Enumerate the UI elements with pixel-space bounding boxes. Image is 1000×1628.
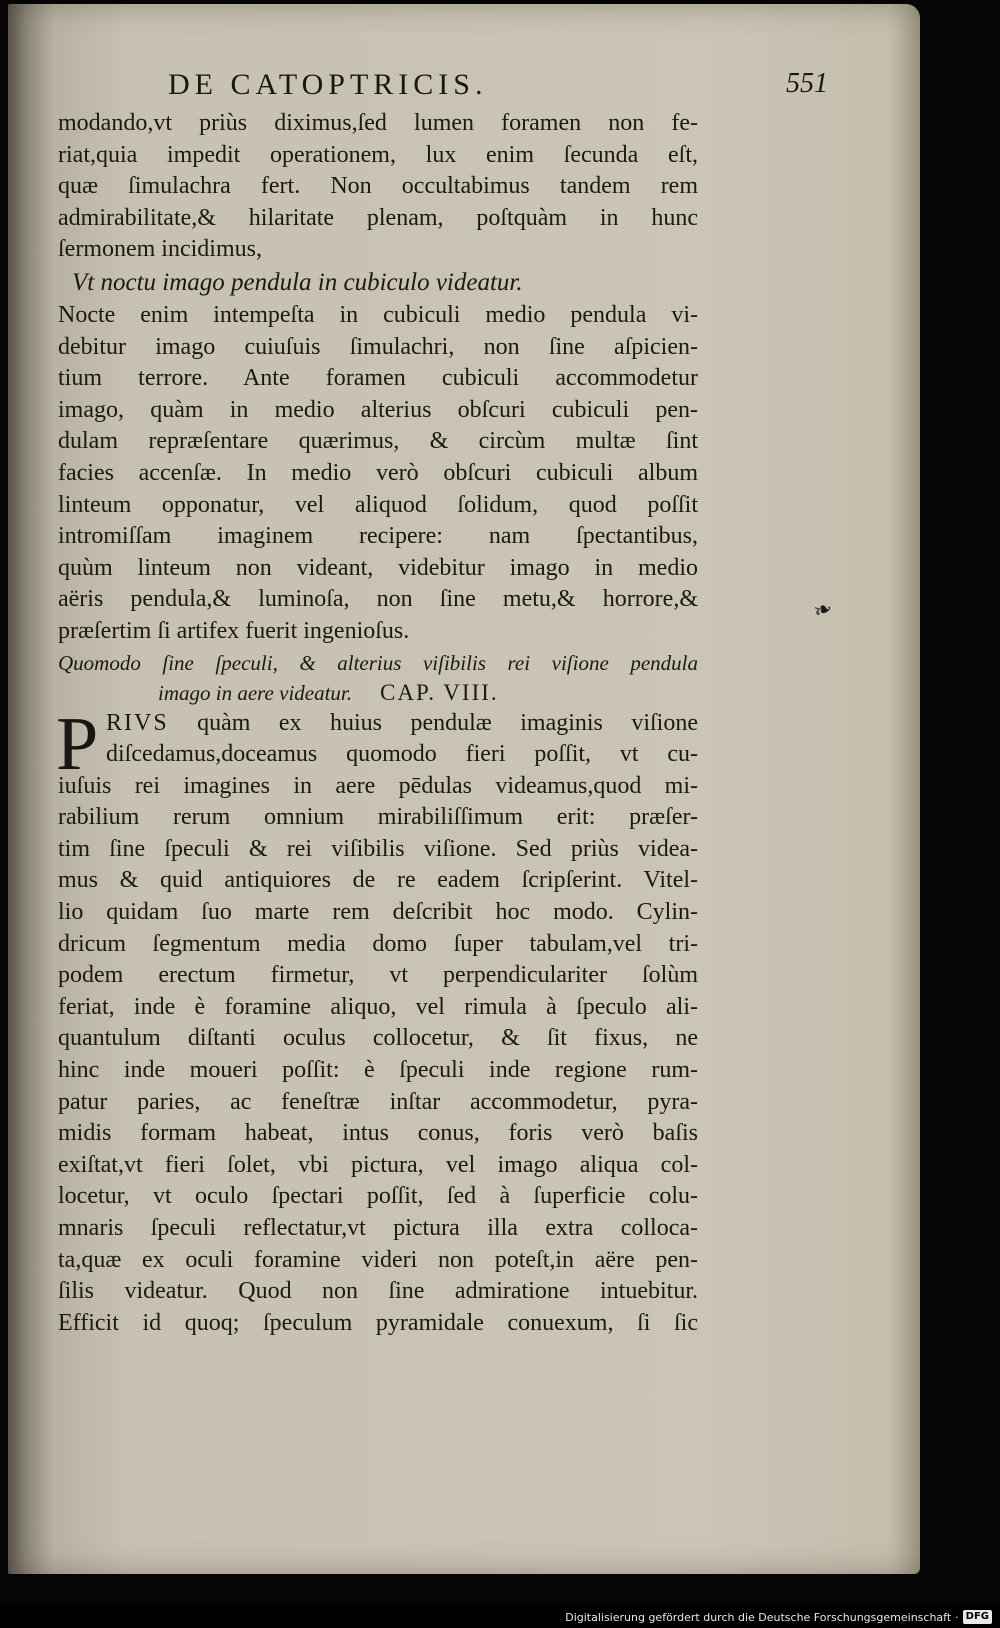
page-number: 551 xyxy=(786,68,828,99)
chapter-heading xyxy=(58,648,698,708)
digitization-footer xyxy=(565,1608,992,1626)
text-line: iuſuis rei imagines in aere pēdulas videamus,quod mi- xyxy=(58,772,698,799)
paragraph-2 xyxy=(58,300,698,648)
text-line: debitur imago cuiuſuis ſimulachri, non ſine aſpicien- xyxy=(58,333,698,360)
paragraph-1 xyxy=(58,108,698,266)
chapter-heading-text: imago in aere videatur. xyxy=(158,680,353,705)
text-line: riat,quia impedit operationem, lux enim ſecunda eſt, xyxy=(58,141,698,168)
text-line: ta,quæ ex oculi foramine videri non poteſt,in aëre pen- xyxy=(58,1246,698,1273)
first-word: RIVS xyxy=(106,709,169,736)
dfg-logo-icon: DFG xyxy=(963,1610,992,1624)
footer-separator: · xyxy=(955,1610,959,1624)
page-body xyxy=(58,108,698,1339)
drop-capital: P xyxy=(56,701,99,786)
text-line: admirabilitate,& hilaritate plenam, poſtquàm in hunc xyxy=(58,204,698,231)
text-line: dricum ſegmentum media domo ſuper tabulam,vel tri- xyxy=(58,930,698,957)
text-line: tim ſine ſpeculi & rei viſibilis viſione. Sed priùs videa- xyxy=(58,835,698,862)
text-line: lio quidam ſuo marte rem deſcribit hoc modo. Cylin- xyxy=(58,899,698,926)
text-line: midis formam habeat, intus conus, foris verò baſis xyxy=(58,1120,698,1147)
text-line: exiſtat,vt fieri ſolet, vbi pictura, vel imago aliqua col- xyxy=(58,1151,698,1178)
text-line: quæ ſimulachra fert. Non occultabimus tandem rem xyxy=(58,173,698,200)
text-line: linteum opponatur, vel aliquod ſolidum, quod poſſit xyxy=(58,491,698,518)
text-line: feriat, inde è foramine aliquo, vel rimula à ſpeculo ali- xyxy=(58,993,698,1020)
chapter-heading-line-1: Quomodo ſine ſpeculi, & alterius viſibilis rei viſione pendula xyxy=(58,650,698,675)
running-head: DE CATOPTRICIS. xyxy=(168,68,488,101)
text-line: rabilium rerum omnium mirabiliſſimum erit: præſer- xyxy=(58,804,698,831)
text-line: tium terrore. Ante foramen cubiculi accommodetur xyxy=(58,365,698,392)
text-line: ſilis videatur. Quod non ſine admiratione intuebitur. xyxy=(58,1278,698,1305)
text-line: hinc inde moueri poſſit: è ſpeculi inde regione rum- xyxy=(58,1057,698,1084)
text-line: Nocte enim intempeſta in cubiculi medio pendula vi- xyxy=(58,301,698,328)
footer-text: Digitalisierung gefördert durch die Deutsche Forschungsgemeinschaft xyxy=(565,1610,952,1624)
text-line: Efficit id quoq; ſpeculum pyramidale conuexum, ſi ſic xyxy=(58,1309,698,1336)
text-line: patur paries, ac feneſtræ inſtar accommodetur, pyra- xyxy=(58,1088,698,1115)
text-line: mus & quid antiquiores de re eadem ſcripſerint. Vitel- xyxy=(58,867,698,894)
text-line: ſermonem incidimus, xyxy=(58,236,262,263)
text-line: dulam repræſentare quærimus, & circùm multæ ſint xyxy=(58,428,698,455)
paragraph-3 xyxy=(56,701,698,1340)
text-line: aëris pendula,& luminoſa, non ſine metu,& horrore,& xyxy=(58,586,698,613)
text-line: diſcedamus,doceamus quomodo fieri poſſit, vt cu- xyxy=(106,741,698,768)
text-line xyxy=(58,708,698,740)
chapter-number: CAP. VIII. xyxy=(380,679,499,705)
text-line: mnaris ſpeculi reflectatur,vt pictura illa extra colloca- xyxy=(58,1215,698,1241)
text-line: locetur, vt oculo ſpectari poſſit, ſed à ſuperficie colu- xyxy=(58,1183,698,1210)
ink-blot-icon: ❧ xyxy=(810,595,837,626)
page-header xyxy=(168,68,828,112)
chapter-heading-line-2 xyxy=(58,678,698,708)
text-line: intromiſſam imaginem recipere: nam ſpectantibus, xyxy=(58,523,698,550)
text-line: facies accenſæ. In medio verò obſcuri cubiculi album xyxy=(58,459,698,486)
text-line-rest: quàm ex huius pendulæ imaginis viſione xyxy=(197,709,698,736)
text-line: podem erectum firmetur, vt perpendiculariter ſolùm xyxy=(58,962,698,989)
book-page xyxy=(8,4,920,1574)
text-line: præſertim ſi artifex fuerit ingenioſus. xyxy=(58,617,410,644)
text-line: quantulum diſtanti oculus collocetur, & ſit fixus, ne xyxy=(58,1025,698,1052)
section-heading-1: Vt noctu imago pendula in cubiculo videatur. xyxy=(72,268,523,296)
text-line: modando,vt priùs diximus,ſed lumen foramen non fe- xyxy=(58,110,698,136)
text-line: imago, quàm in medio alterius obſcuri cubiculi pen- xyxy=(58,396,698,423)
text-line: quùm linteum non videant, videbitur imago in medio xyxy=(58,554,698,581)
